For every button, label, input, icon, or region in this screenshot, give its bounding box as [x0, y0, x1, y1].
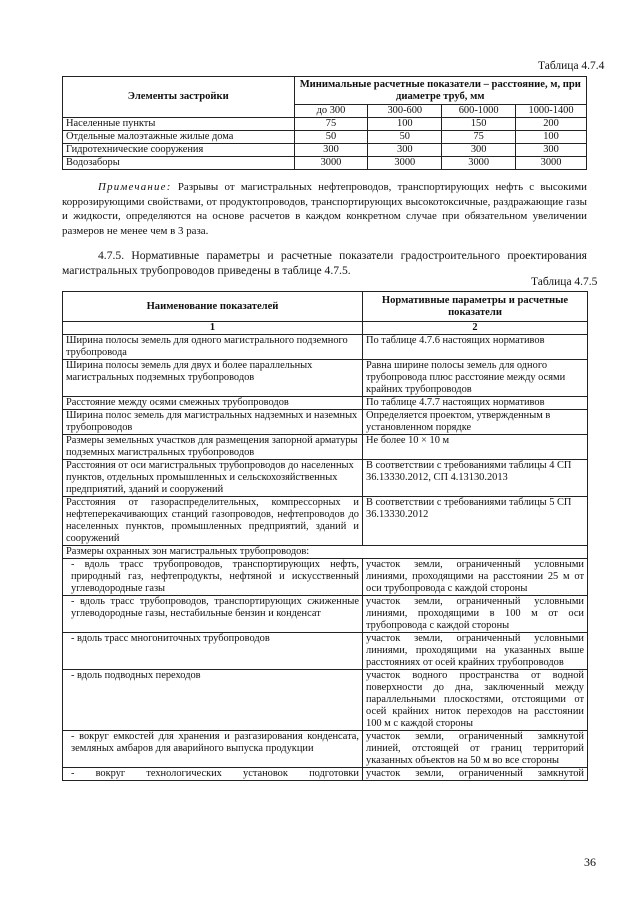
row-label: Водозаборы: [63, 157, 295, 170]
table-row: [63, 157, 587, 170]
cell: 3000: [442, 157, 516, 170]
cell: 200: [516, 118, 587, 131]
table-row: [63, 410, 588, 435]
col-number: 1: [63, 322, 363, 335]
table-row: [63, 131, 587, 144]
zone-name: - вокруг технологических установок подготовки: [63, 768, 363, 781]
table-row: [63, 360, 588, 397]
paragraph-text: 4.7.5. Нормативные параметры и расчетные показатели градостроительного проектирования магистральных трубопроводов приведены в таблице 4.7.5.: [62, 249, 587, 277]
table-4-7-5-caption: Таблица 4.7.5: [531, 276, 598, 288]
indicator-name: Расстояния от оси магистральных трубопроводов до населенных пунктов, отдельных промышленных и сельскохозяйственных предприятий, зданий и сооружений: [63, 460, 363, 497]
row-label: Отдельные малоэтажные жилые дома: [63, 131, 295, 144]
cell: 3000: [294, 157, 368, 170]
indicator-name: Расстояния от газораспределительных, компрессорных и нефтеперекачивающих станций газопроводов, нефтепроводов до населенных пунктов, промышленных предприятий, зданий и сооружений: [63, 497, 363, 546]
cell: 300: [516, 144, 587, 157]
indicator-name: Ширина полос земель для магистральных надземных и наземных трубопроводов: [63, 410, 363, 435]
note-paragraph: [62, 180, 587, 238]
col-header-name: Наименование показателей: [63, 292, 363, 322]
cell: 300: [294, 144, 368, 157]
cell: 3000: [368, 157, 442, 170]
indicator-value: Не более 10 × 10 м: [363, 435, 588, 460]
zone-name: - вдоль трасс трубопроводов, транспортирующих нефть, природный газ, нефтепродукты, нефтяной и искусственный углеводородные газы: [63, 559, 363, 596]
zone-name: - вдоль трасс трубопроводов, транспортирующих сжиженные углеводородные газы, нестабильные бензин и конденсат: [63, 596, 363, 633]
cell: 100: [368, 118, 442, 131]
row-label: Населенные пункты: [63, 118, 295, 131]
indicator-value: Равна ширине полосы земель для одного трубопровода плюс расстояние между осями крайних трубопроводов: [363, 360, 588, 397]
table-row: [63, 731, 588, 768]
cell: 150: [442, 118, 516, 131]
cell: 300: [442, 144, 516, 157]
zone-value: участок земли, ограниченный условными линиями, проходящими в 100 м от оси трубопровода с каждой стороны: [363, 596, 588, 633]
indicator-value: В соответствии с требованиями таблицы 5 СП 36.13330.2012: [363, 497, 588, 546]
zone-name: - вдоль трасс многониточных трубопроводов: [63, 633, 363, 670]
indicator-value: По таблице 4.7.7 настоящих нормативов: [363, 397, 588, 410]
diameter-header: 300-600: [368, 105, 442, 118]
table-row: [63, 596, 588, 633]
diameter-header: 600-1000: [442, 105, 516, 118]
table-row: [63, 335, 588, 360]
row-label: Гидротехнические сооружения: [63, 144, 295, 157]
zone-name: - вдоль подводных переходов: [63, 670, 363, 731]
indicator-name: Ширина полосы земель для двух и более параллельных магистральных подземных трубопроводов: [63, 360, 363, 397]
cell: 75: [442, 131, 516, 144]
cell: 100: [516, 131, 587, 144]
zone-value: участок земли, ограниченный условными линиями, проходящими на расстоянии 25 м от оси трубопровода с каждой стороны: [363, 559, 588, 596]
indicator-name: Ширина полосы земель для одного магистрального подземного трубопровода: [63, 335, 363, 360]
diameter-header: 1000-1400: [516, 105, 587, 118]
zone-value: участок водного пространства от водной поверхности до дна, заключенный между параллельными плоскостями, отстоящими от осей крайних ниток переходов на расстоянии 100 м с каждой стороны: [363, 670, 588, 731]
indicator-value: Определяется проектом, утвержденным в установленном порядке: [363, 410, 588, 435]
table-row: [63, 633, 588, 670]
table-row: [63, 397, 588, 410]
page-number: 36: [584, 855, 596, 869]
table-row: [63, 497, 588, 546]
table-4-7-5: [62, 291, 588, 781]
col-header-elements: Элементы застройки: [63, 77, 295, 118]
table-4-7-4-caption: Таблица 4.7.4: [538, 60, 605, 72]
zone-value: участок земли, ограниченный условными линиями, проходящими на указанных выше расстояниях от осей крайних трубопроводов: [363, 633, 588, 670]
table-row: [63, 144, 587, 157]
cell: 50: [368, 131, 442, 144]
zone-value: участок земли, ограниченный замкнутой линией, отстоящей от границ территорий указанных объектов на 50 м во все стороны: [363, 731, 588, 768]
note-label: Примечание:: [98, 181, 172, 193]
table-row: [63, 768, 588, 781]
table-row: [63, 460, 588, 497]
cell: 300: [368, 144, 442, 157]
zones-header: Размеры охранных зон магистральных трубопроводов:: [63, 546, 588, 559]
cell: 75: [294, 118, 368, 131]
indicator-value: В соответствии с требованиями таблицы 4 СП 36.13330.2012, СП 4.13130.2013: [363, 460, 588, 497]
zone-name: - вокруг емкостей для хранения и разгазирования конденсата, земляных амбаров для аварийного выпуска продукции: [63, 731, 363, 768]
note-text: Разрывы от магистральных нефтепроводов, транспортирующих нефть с высокими коррозирующими свойствами, от продуктопроводов, транспортирующих высокотоксичные, раздражающие газы и жидкости, определяются на основе расчетов в каждом конкретном случае при обязательном увеличении размеров не менее чем в 3 раза.: [62, 181, 587, 237]
table-row: [63, 670, 588, 731]
table-row: [63, 118, 587, 131]
diameter-header: до 300: [294, 105, 368, 118]
table-row: [63, 559, 588, 596]
indicator-name: Расстояние между осями смежных трубопроводов: [63, 397, 363, 410]
zone-value: участок земли, ограниченный замкнутой: [363, 768, 588, 781]
col-header-group: Минимальные расчетные показатели – расстояние, м, при диаметре труб, мм: [294, 77, 586, 105]
cell: 50: [294, 131, 368, 144]
cell: 3000: [516, 157, 587, 170]
col-header-values: Нормативные параметры и расчетные показатели: [363, 292, 588, 322]
table-row: [63, 435, 588, 460]
section-4-7-5-paragraph: [62, 249, 587, 278]
indicator-name: Размеры земельных участков для размещения запорной арматуры подземных магистральных трубопроводов: [63, 435, 363, 460]
col-number: 2: [363, 322, 588, 335]
indicator-value: По таблице 4.7.6 настоящих нормативов: [363, 335, 588, 360]
table-4-7-4: [62, 76, 587, 170]
table-row: [63, 546, 588, 559]
